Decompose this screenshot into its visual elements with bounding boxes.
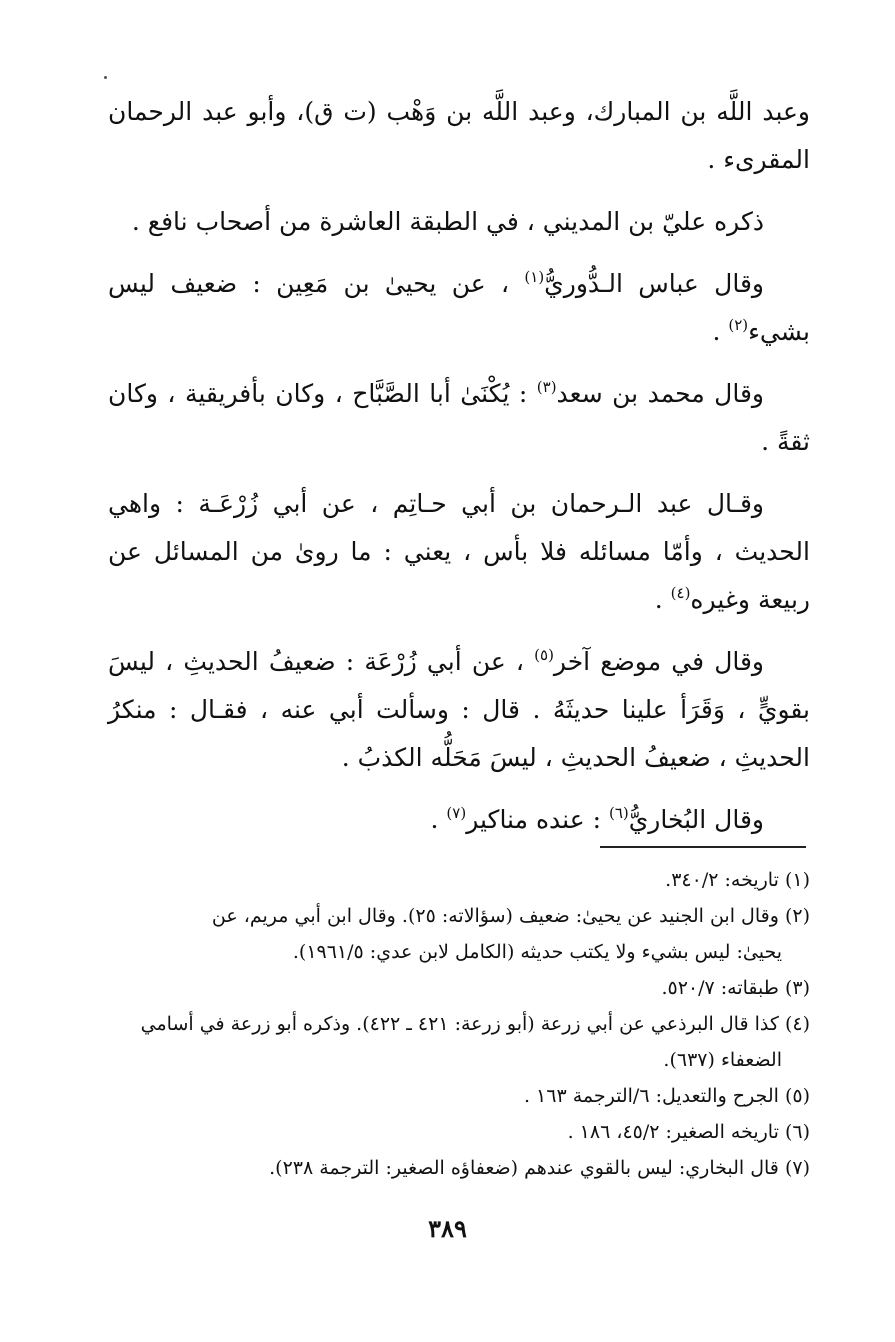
footnote-text: تاريخه: ٣٤٠/٢. [665, 869, 779, 891]
paragraph-text: : عنده مناكير [466, 805, 609, 834]
footnote-ref[interactable]: (٣) [536, 378, 557, 396]
footnote-number: (٢) [784, 905, 810, 927]
paragraph-text: وقـال عبد الـرحمان بن أبي حـاتِم ، عن أبي زُرْعَـة : واهي الحديث ، وأمّا مسائله فلا بأس ، يعني : ما روىٰ من المسائل عن ربيعة وغيره [108, 489, 810, 614]
footnote-text: تاريخه الصغير: ٤٥/٢، ١٨٦ . [567, 1121, 779, 1143]
footnote-text: وقال ابن الجنيد عن يحيىٰ: ضعيف (سؤالاته: ٢٥). وقال ابن أبي مريم، عن [211, 905, 779, 927]
paragraph-6 [108, 638, 810, 782]
margin-dot [104, 76, 107, 79]
footnote-number: (٣) [784, 977, 810, 999]
footnote-number: (٧) [784, 1157, 810, 1179]
footnote-number: (٤) [784, 1013, 810, 1035]
paragraph-1 [108, 88, 810, 184]
paragraph-7 [108, 796, 810, 844]
footnote-4 [108, 1006, 810, 1078]
footnotes [108, 862, 810, 1186]
footnote-number: (٦) [784, 1121, 810, 1143]
paragraph-text: ، عن يحيىٰ بن مَعِين : ضعيف ليس بشيء [108, 269, 810, 346]
footnote-continuation: يحيىٰ: ليس بشيء ولا يكتب حديثه (الكامل لابن عدي: ١٩٦١/٥). [292, 941, 782, 963]
paragraph-text: وقال عباس الـدُّوريُّ [544, 269, 764, 298]
footnote-5 [108, 1078, 810, 1114]
paragraph-2 [108, 198, 810, 246]
paragraph-text: وقال في موضع آخر [553, 647, 764, 676]
paragraph-text: . [654, 585, 671, 614]
paragraph-3 [108, 260, 810, 356]
footnote-3 [108, 970, 810, 1006]
footnote-6 [108, 1114, 810, 1150]
footnote-1 [108, 862, 810, 898]
footnote-continuation: الضعفاء (٦٣٧). [663, 1049, 782, 1071]
paragraph-text: وقال محمد بن سعد [556, 379, 764, 408]
footnote-number: (٥) [784, 1085, 810, 1107]
page-number: ٣٨٩ [428, 1214, 467, 1243]
paragraph-text: ذكره عليّ بن المديني ، في الطبقة العاشرة من أصحاب نافع . [131, 207, 764, 236]
footnote-text: الجرح والتعديل: ٦/الترجمة ١٦٣ . [523, 1085, 779, 1107]
footnote-7 [108, 1150, 810, 1186]
footnote-ref[interactable]: (٢) [728, 316, 749, 334]
footnote-ref[interactable]: (٤) [670, 584, 691, 602]
paragraph-text: وقال البُخاريُّ [628, 805, 764, 834]
main-text [108, 88, 810, 858]
footnote-ref[interactable]: (١) [524, 268, 545, 286]
paragraph-text: وعبد اللَّه بن المبارك، وعبد اللَّه بن وَهْب (ت ق)، وأبو عبد الرحمان المقرىء . [108, 97, 810, 174]
footnote-ref[interactable]: (٧) [446, 804, 467, 822]
footnote-ref[interactable]: (٦) [608, 804, 629, 822]
footnote-ref[interactable]: (٥) [534, 646, 554, 664]
footnote-text: قال البخاري: ليس بالقوي عندهم (ضعفاؤه الصغير: الترجمة ٢٣٨). [269, 1157, 779, 1179]
paragraph-4 [108, 370, 810, 466]
footnote-text: كذا قال البرذعي عن أبي زرعة (أبو زرعة: ٤٢١ ـ ٤٢٢). وذكره أبو زرعة في أسامي [140, 1013, 779, 1035]
footnote-2 [108, 898, 810, 970]
paragraph-text: . [430, 805, 447, 834]
paragraph-text: : يُكْنَىٰ أبا الصَّبَّاح ، وكان بأفريقية ، وكان ثقةً . [108, 379, 810, 456]
paragraph-text: . [712, 317, 729, 346]
footnote-separator [600, 846, 806, 848]
paragraph-text: ، عن أبي زُرْعَة : ضعيفُ الحديثِ ، ليسَ بقويٍّ ، وَقَرَأ علينا حديثَهُ . قال : وسألت أبي عنه ، فقـال : منكرُ الحديثِ ، ضعيفُ الحديثِ ، ليسَ مَحَلُّه الكذبُ . [108, 647, 810, 772]
footnote-text: طبقاته: ٥٢٠/٧. [661, 977, 779, 999]
paragraph-5 [108, 480, 810, 624]
footnote-number: (١) [784, 869, 810, 891]
